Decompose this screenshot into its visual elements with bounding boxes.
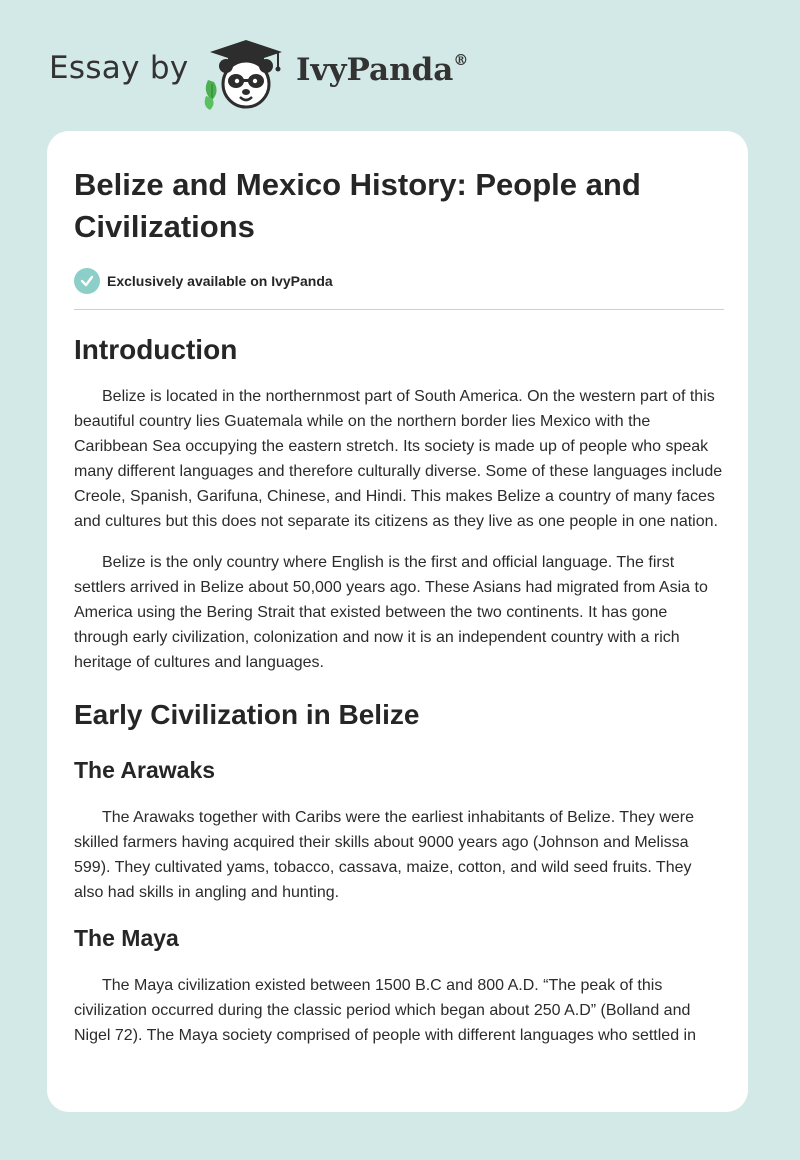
heading-introduction: Introduction xyxy=(74,334,238,365)
paragraph-arawaks: The Arawaks together with Caribs were the earliest inhabitants of Belize. They were skilled farmers having acquired their skills about 9000 years ago (Johnson and Melissa 599). They cultivated yams, tobacco, cassava, maize, cotton, and wild seed fruits. They also had skills in angling and hunting. xyxy=(74,809,694,901)
heading-maya: The Maya xyxy=(74,925,179,951)
paragraph-maya: The Maya civilization existed between 1500 B.C and 800 A.D. “The peak of this civilization occurred during the classic period which began about 250 A.D” (Bolland and Nigel 72). The Maya society comprised of people with different languages who settled in xyxy=(74,977,696,1044)
paragraph-intro-1: Belize is located in the northernmost part of South America. On the western part of this beautiful country lies Guatemala while on the northern border lies Mexico with the Caribbean Sea occupying the eastern stretch. Its society is made up of people who speak many different languages and therefore culturally diverse. Some of these languages include Creole, Spanish, Garifuna, Chinese, and Hindi. This makes Belize a country of many faces and cultures but this does not separate its citizens as they live as one people in one nation. xyxy=(74,388,723,530)
brand-name: IvyPanda® xyxy=(296,50,469,88)
panda-graduate-icon xyxy=(200,36,292,112)
divider xyxy=(74,309,724,310)
exclusive-label: Exclusively available on IvyPanda xyxy=(107,273,333,289)
essay-by-label: Essay by xyxy=(49,50,189,86)
site-header xyxy=(0,0,800,130)
article-title: Belize and Mexico History: People and Civilizations xyxy=(74,167,641,244)
paragraph-intro-2: Belize is the only country where English is the first and official language. The first settlers arrived in Belize about 50,000 years ago. These Asians had migrated from Asia to America using the Bering Strait that existed between the two continents. It has gone through early civilization, colonization and now it is an independent country with a rich heritage of cultures and languages. xyxy=(74,554,708,671)
heading-arawaks: The Arawaks xyxy=(74,757,216,783)
heading-early-civilization: Early Civilization in Belize xyxy=(74,699,420,730)
article-card xyxy=(47,131,748,1112)
check-icon xyxy=(74,268,100,294)
exclusive-badge xyxy=(74,267,724,295)
